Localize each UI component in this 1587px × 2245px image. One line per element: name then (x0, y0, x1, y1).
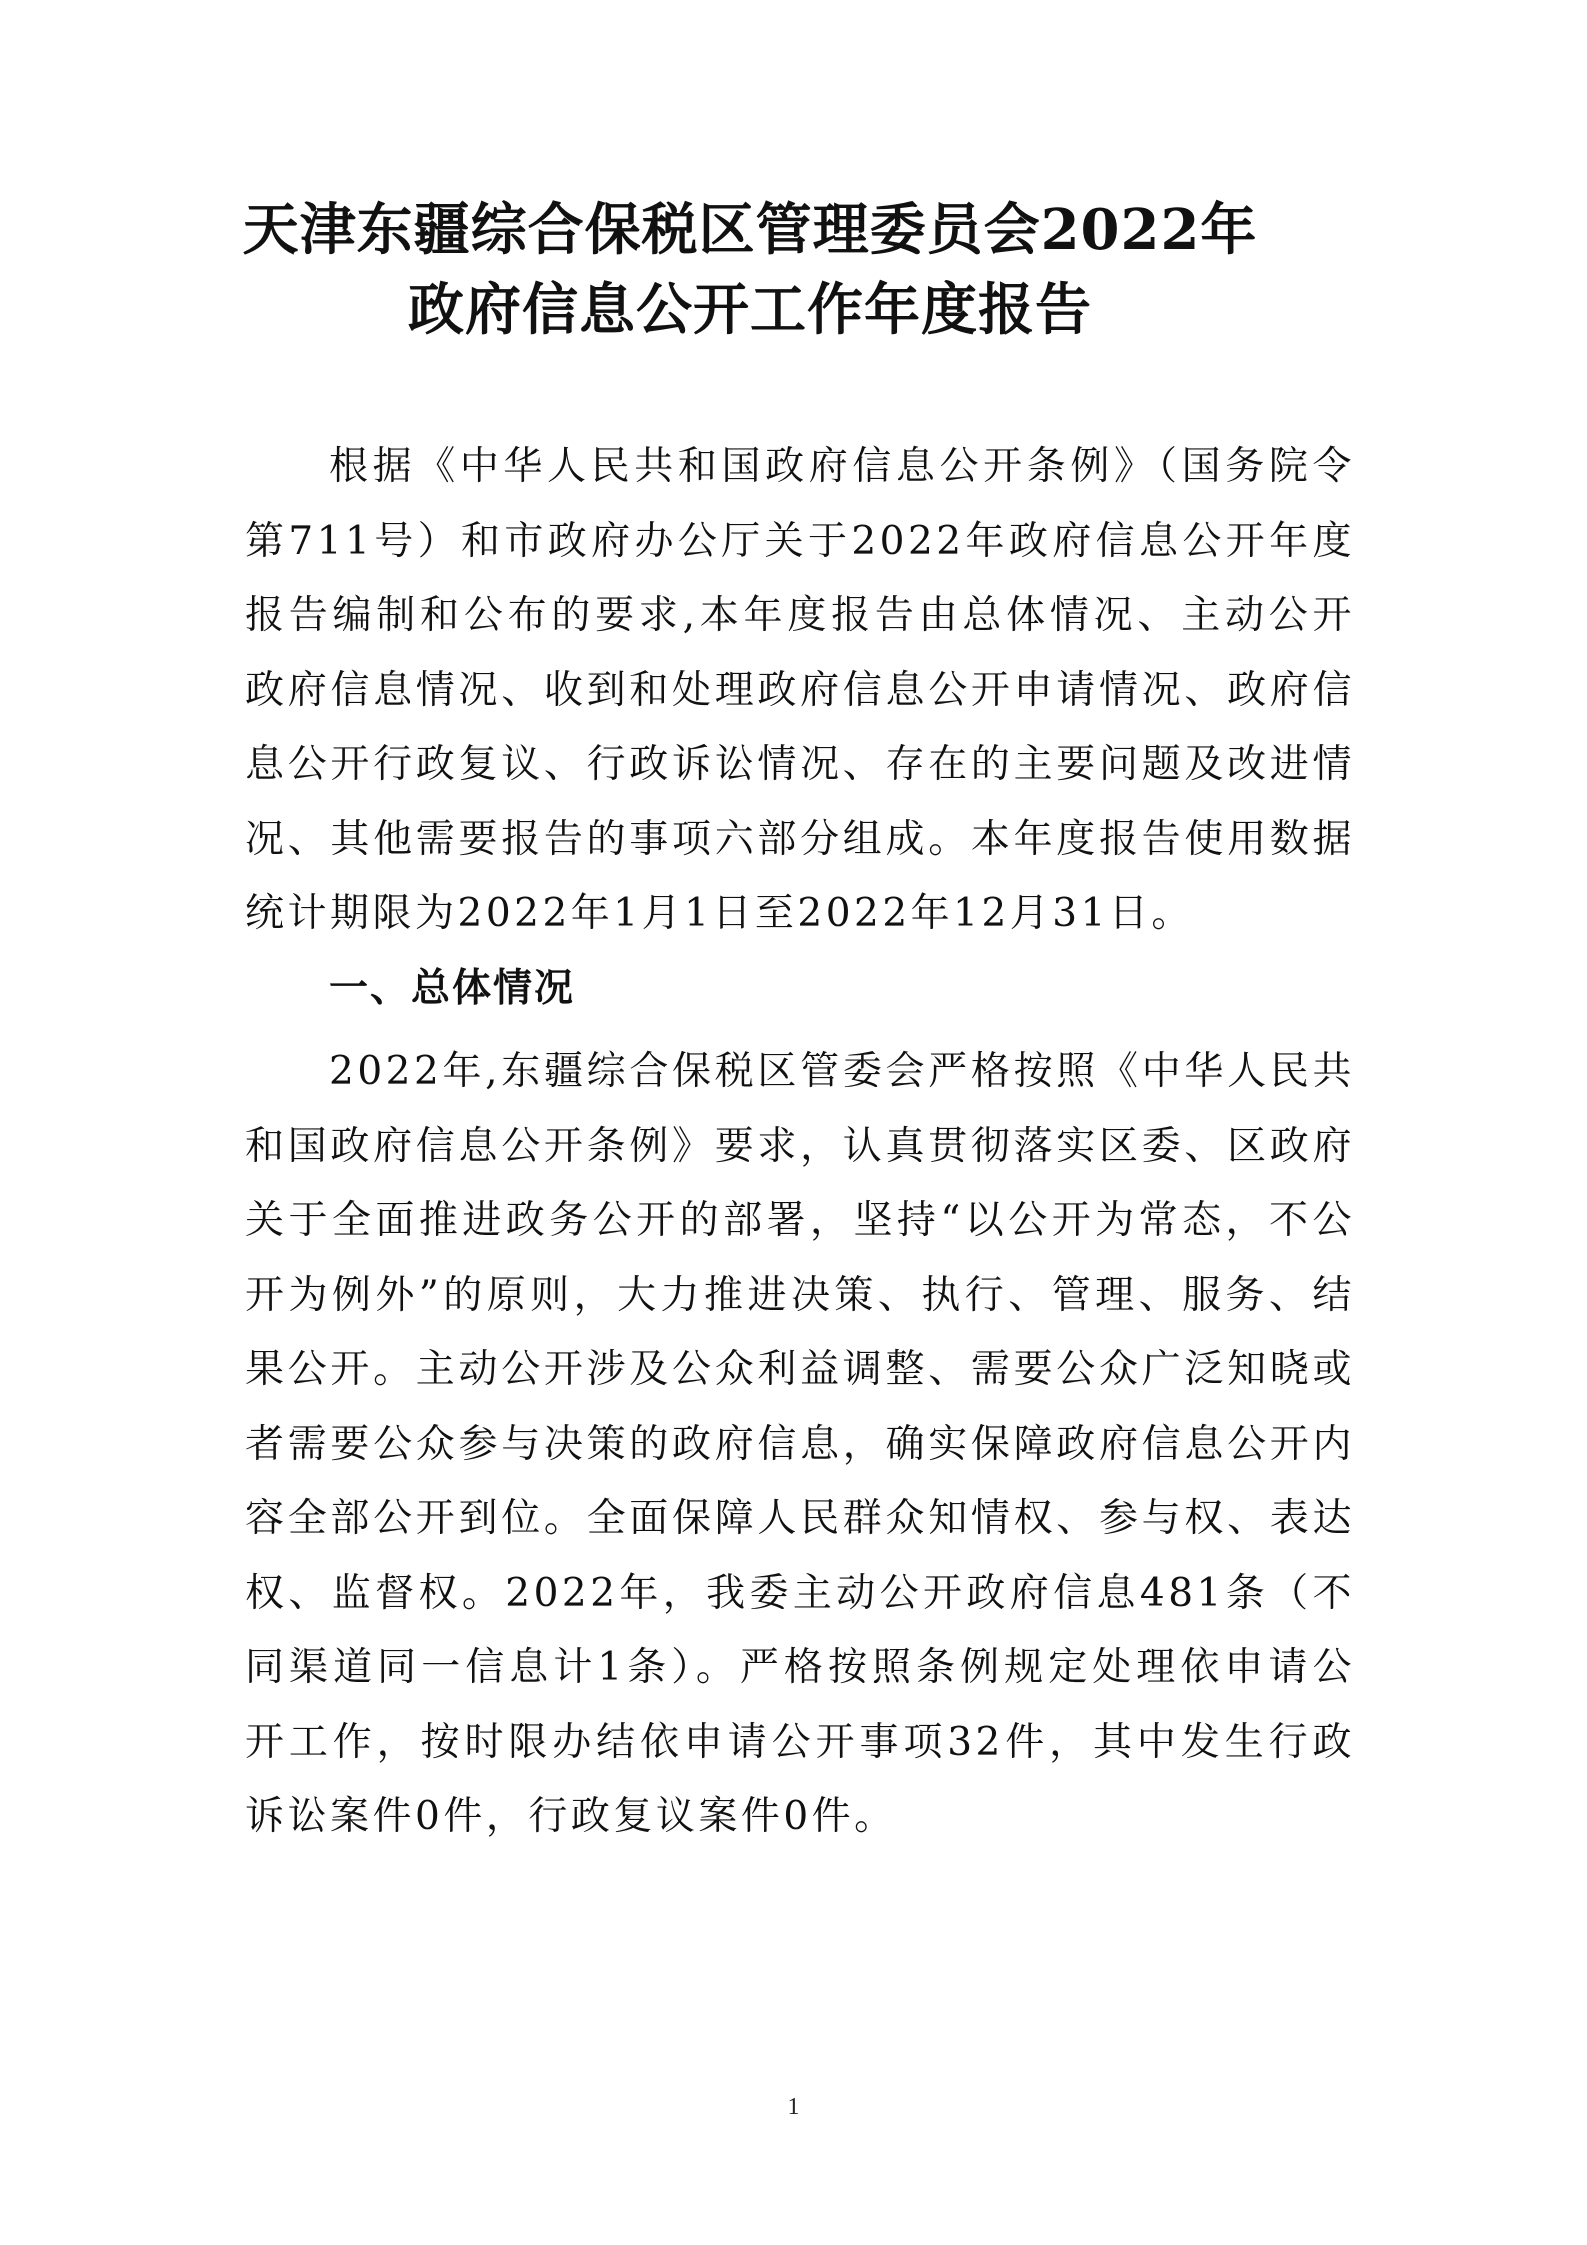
page-number: 1 (787, 2094, 800, 2120)
intro-paragraph: 根据《中华人民共和国政府信息公开条例》（国务院令第711号）和市政府办公厅关于2022年政府信息公开年度报告编制和公布的要求,本年度报告由总体情况、主动公开政府信息情况、收到和处理政府信息公开申请情况、政府信息公开行政复议、行政诉讼情况、存在的主要问题及改进情况、其他需要报告的事项六部分组成。本年度报告使用数据统计期限为2022年1月1日至2022年12月31日。 (245, 444, 1355, 936)
document-title-line1: 天津东疆综合保税区管理委员会2022年 (242, 197, 1258, 263)
overall-paragraph: 2022年,东疆综合保税区管委会严格按照《中华人民共和国政府信息公开条例》要求，认真贯彻落实区委、区政府关于全面推进政务公开的部署，坚持“以公开为常态，不公开为例外”的原则，大力推进决策、执行、管理、服务、结果公开。主动公开涉及公众利益调整、需要公众广泛知晓或者需要公众参与决策的政府信息，确实保障政府信息公开内容全部公开到位。全面保障人民群众知情权、参与权、表达权、监督权。2022年，我委主动公开政府信息481条（不同渠道同一信息计1条）。严格按照条例规定处理依申请公开工作，按时限办结依申请公开事项32件，其中发生行政诉讼案件0件，行政复议案件0件。 (245, 1049, 1355, 1839)
document-title-line2: 政府信息公开工作年度报告 (408, 277, 1092, 343)
section-heading-overall: 一、总体情况 (329, 966, 576, 1011)
